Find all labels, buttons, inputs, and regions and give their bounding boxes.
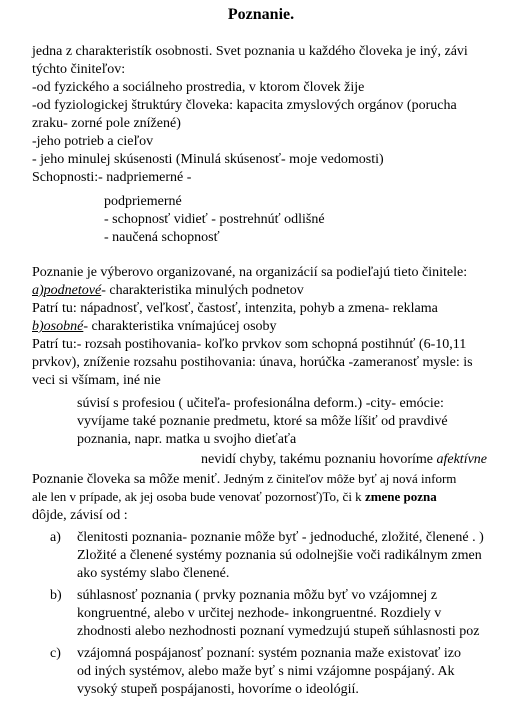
paragraph-line — [32, 282, 304, 300]
list-item-line: zhodnosti alebo nezhodnosti poznaní vymedzujú stupeň súhlasnosti poz — [77, 624, 480, 639]
paragraph-line: -jeho potrieb a cieľov — [32, 134, 154, 149]
list-item-line: vzájomná pospájanosť poznaní: systém poznania maže existovať izo — [77, 646, 462, 661]
list-marker: c) — [50, 646, 61, 661]
paragraph-line: Patrí tu:- rozsah postihovania- koľko prvkov som schopná postihnúť (6-10,11 — [32, 337, 467, 352]
change-sentence-cont: Jedným z činiteľov môže byť aj nová inform — [220, 471, 457, 486]
list-item-line: členitosti poznania- poznanie môže byť - jednoduché, zložité, členené . ) — [77, 530, 484, 545]
change-term: zmene pozna — [364, 489, 437, 504]
paragraph-line: vyvíjame také poznanie predmetu, ktoré sa môže líšiť od pravdivé — [77, 414, 448, 429]
paragraph-line — [32, 318, 277, 336]
paragraph-line — [201, 451, 487, 469]
list-item-line: od iných systémov, alebo maže byť s nimi vzájomne pospájaný. Ak — [77, 664, 455, 679]
affective-term: afektívne — [436, 452, 488, 467]
paragraph-line: -od fyzického a sociálneho prostredia, v ktorom človek žije — [32, 80, 365, 95]
paragraph-line: - jeho minulej skúsenosti (Minulá skúsenosť- moje vedomosti) — [32, 152, 384, 167]
list-item-line: ako systémy slabo členené. — [77, 566, 230, 581]
list-item-line: vysoký stupeň pospájanosti, hovoríme o ideológií. — [77, 682, 359, 697]
list-item-line: kongruentné, alebo v určitej nezhode- inkongruentné. Rozdiely v — [77, 606, 442, 621]
list-item-line: Zložité a členené systémy poznania sú odolnejšie voči radikálnym zmen — [77, 548, 482, 563]
ability-item: podpriemerné — [104, 194, 182, 209]
heading-podnetove-text: - charakteristika minulých podnetov — [101, 283, 304, 298]
heading-podnetove: a)podnetové — [32, 283, 102, 298]
paragraph-line: dôjde, závisí od : — [32, 508, 128, 523]
list-item-line: súhlasnosť poznania ( prvky poznania môžu byť vo vzájomnej z — [77, 588, 437, 603]
paragraph-line — [32, 488, 437, 506]
paragraph-line: Poznanie je výberovo organizované, na organizácií sa podieľajú tieto činitele: — [32, 265, 468, 280]
change-sentence: Poznanie človeka sa môže meniť. — [32, 472, 221, 487]
list-marker: a) — [50, 530, 61, 545]
paragraph-line: zraku- zorné pole znížené) — [32, 116, 181, 131]
paragraph-line: prvkov), zníženie rozsahu postihovania: únava, horúčka -zameranosť mysle: is — [32, 355, 473, 370]
paragraph-line: Schopnosti:- nadpriemerné - — [32, 170, 192, 185]
paragraph-line: súvisí s profesiou ( učiteľa- profesionálna deform.) -city- emócie: — [77, 396, 444, 411]
ability-item: - naučená schopnosť — [104, 230, 220, 245]
document-title: Poznanie. — [227, 6, 295, 23]
paragraph-line: jedna z charakteristík osobnosti. Svet poznania u každého človeka je iný, závi — [32, 44, 468, 59]
ability-item: - schopnosť vidieť - postrehnúť odlišné — [104, 212, 325, 227]
heading-osobne-text: - charakteristika vnímajúcej osoby — [83, 319, 277, 334]
heading-osobne: b)osobné — [32, 319, 84, 334]
paragraph-line: Patrí tu: nápadnosť, veľkosť, častosť, intenzita, pohyb a zmena- reklama — [32, 301, 438, 316]
list-marker: b) — [50, 588, 62, 603]
paragraph-line: týchto činiteľov: — [32, 62, 126, 77]
attention-sentence: ale len v prípade, ak jej osoba bude venovať pozornosť)To, či k — [32, 489, 365, 504]
paragraph-line — [32, 470, 456, 489]
affective-sentence: nevidí chyby, takému poznaniu hovoríme — [201, 452, 437, 467]
paragraph-line: veci si všímam, iné nie — [32, 373, 161, 388]
paragraph-line: -od fyziologickej štruktúry človeka: kapacita zmyslových orgánov (porucha — [32, 98, 457, 113]
paragraph-line: poznania, napr. matka u svojho dieťaťa — [77, 432, 297, 447]
